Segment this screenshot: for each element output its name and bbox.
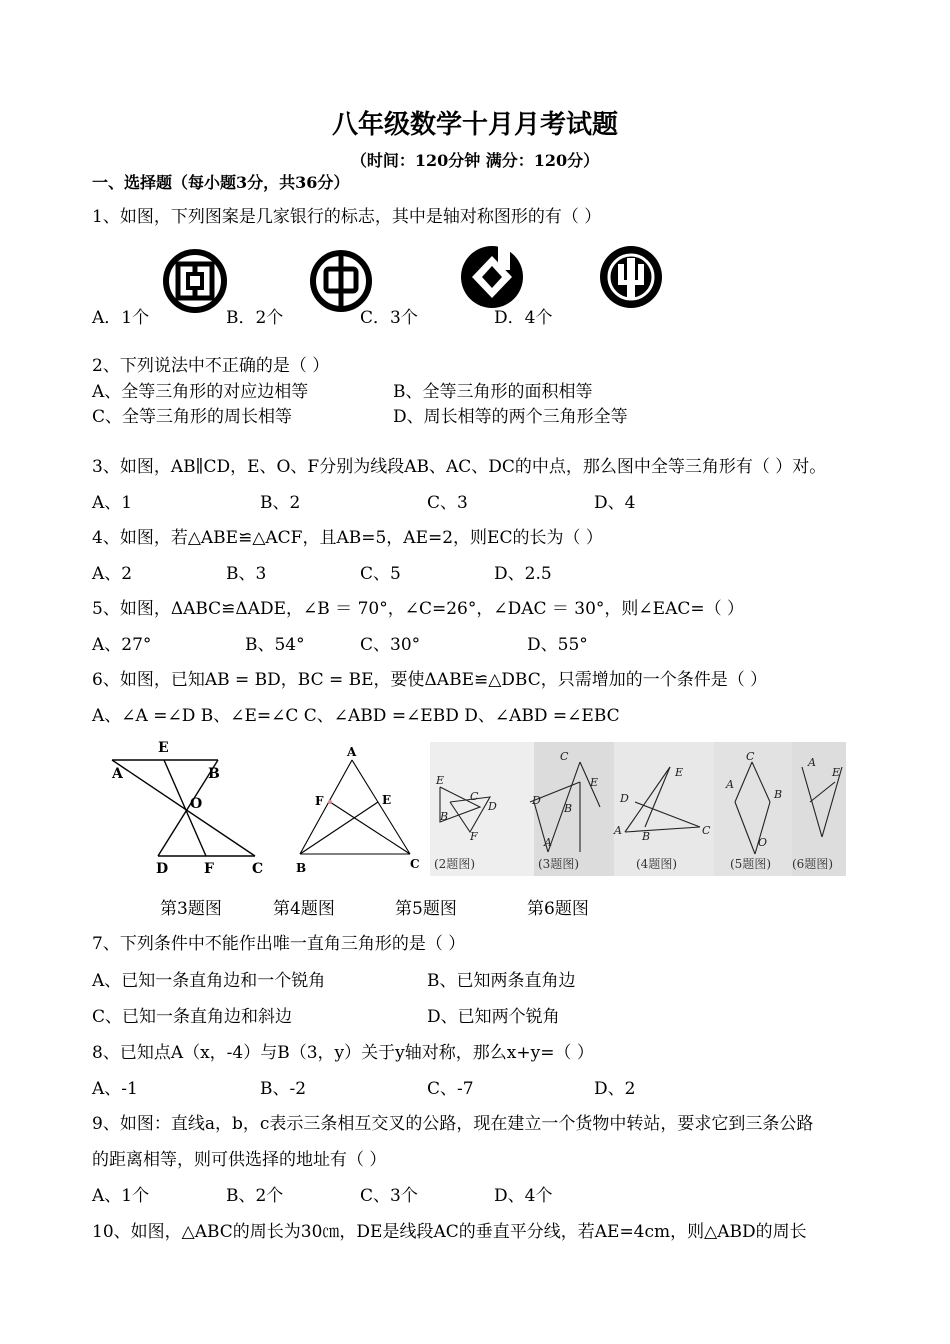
ccb-logo-icon (458, 244, 526, 310)
scan-p2-label-2: D (488, 800, 497, 813)
q1-option-c: C．3个 (360, 308, 418, 328)
q4-option-a: A、2 (92, 564, 133, 584)
q9-option-b: B、2个 (226, 1186, 284, 1206)
scan-p4-label-3: B (642, 830, 651, 843)
scan-p3-label-4: A (544, 836, 552, 849)
icbc-logo-icon (160, 248, 230, 314)
scan-p3-label-1: E (590, 776, 599, 789)
figure-3-diagram (100, 738, 280, 878)
fig4-label-c: C (410, 857, 420, 871)
q4-option-c: C、5 (360, 564, 401, 584)
fig3-label-b: B (208, 766, 220, 782)
question-3-stem: 3、如图，AB∥CD，E、O、F分别为线段AB、AC、DC的中点，那么图中全等三角形有（ ）对。 (92, 457, 827, 477)
scan-p3-label-3: B (564, 802, 573, 815)
abc-logo-icon (598, 244, 664, 310)
fig-caption-4: 第4题图 (273, 899, 335, 919)
q9-option-c: C、3个 (360, 1186, 418, 1206)
scan-caption-5: (5题图) (730, 857, 771, 871)
question-9-stem-line2: 的距离相等，则可供选择的地址有（ ） (92, 1150, 387, 1170)
q1-option-d: D．4个 (494, 308, 553, 328)
scan-p5-label-3: O (758, 836, 768, 849)
fig3-label-c: C (252, 861, 264, 877)
q7-option-b: B、已知两条直角边 (427, 971, 576, 991)
scan-caption-2: (2题图) (434, 857, 475, 871)
q4-option-d: D、2.5 (494, 564, 552, 584)
fig4-label-a: A (347, 745, 357, 759)
question-10-stem-line1: 10、如图，△ABC的周长为30㎝，DE是线段AC的垂直平分线，若AE=4cm，则△ABD的周长 (92, 1222, 807, 1242)
q8-option-b: B、-2 (260, 1079, 307, 1099)
q8-option-d: D、2 (594, 1079, 636, 1099)
figure-4-diagram (290, 742, 430, 878)
fig-caption-3: 第3题图 (160, 899, 222, 919)
scan-p5-label-0: C (746, 750, 755, 763)
q2-option-a: A、全等三角形的对应边相等 (92, 382, 309, 402)
fig3-label-e: E (158, 740, 169, 756)
fig3-label-d: D (156, 861, 169, 877)
fig-caption-6: 第6题图 (527, 899, 589, 919)
q9-option-a: A、1个 (92, 1186, 150, 1206)
question-2-stem: 2、下列说法中不正确的是（ ） (92, 356, 330, 376)
q7-option-a: A、已知一条直角边和一个锐角 (92, 971, 326, 991)
scan-p5-label-1: B (774, 788, 783, 801)
q6-options: A、∠A =∠D B、∠E=∠C C、∠ABD =∠EBD D、∠ABD =∠EBC (92, 706, 620, 726)
q2-option-b: B、全等三角形的面积相等 (393, 382, 593, 402)
fig3-label-o: O (190, 796, 203, 812)
scan-p2-label-4: F (470, 830, 478, 843)
question-5-stem: 5、如图，ΔABC≌ΔADE，∠B ＝ 70°，∠C=26°，∠DAC ＝ 30°，则∠EAC=（ ） (92, 599, 745, 619)
question-6-stem: 6、如图，已知AB = BD，BC = BE，要使ΔABE≌△DBC，只需增加的一个条件是（ ） (92, 670, 768, 690)
q3-option-a: A、1 (92, 493, 133, 513)
q4-option-b: B、3 (226, 564, 267, 584)
scan-p3-label-0: C (560, 750, 569, 763)
q8-option-c: C、-7 (427, 1079, 474, 1099)
boc-logo-icon (308, 245, 374, 315)
q1-option-a: A．1个 (92, 308, 150, 328)
q8-option-a: A、-1 (92, 1079, 138, 1099)
page-title: 八年级数学十月月考试题 (331, 110, 618, 140)
scan-p3-label-2: D (532, 794, 541, 807)
fig3-label-f: F (204, 861, 214, 877)
scan-p4-label-4: C (702, 824, 711, 837)
scan-caption-3: (3题图) (538, 857, 579, 871)
scan-p5-label-2: A (726, 778, 734, 791)
scan-p6-label-0: A (808, 756, 816, 769)
q5-option-a: A、27° (92, 635, 152, 655)
question-1-stem: 1、如图，下列图案是几家银行的标志，其中是轴对称图形的有（ ） (92, 207, 602, 227)
q2-option-d: D、周长相等的两个三角形全等 (393, 407, 628, 427)
scan-p6-label-1: E (832, 766, 841, 779)
exam-subtitle: （时间：120分钟 满分：120分） (350, 151, 600, 170)
q3-option-b: B、2 (260, 493, 301, 513)
question-4-stem: 4、如图，若△ABE≌△ACF，且AB=5，AE=2，则EC的长为（ ） (92, 528, 603, 548)
fig-caption-5: 第5题图 (395, 899, 457, 919)
scan-caption-6: (6题图) (792, 857, 833, 871)
q2-option-c: C、全等三角形的周长相等 (92, 407, 293, 427)
fig3-label-a: A (112, 766, 123, 782)
question-7-stem: 7、下列条件中不能作出唯一直角三角形的是（ ） (92, 934, 466, 954)
scan-p4-label-2: A (614, 824, 622, 837)
scan-p4-label-1: D (620, 792, 629, 805)
q5-option-d: D、55° (527, 635, 588, 655)
question-8-stem: 8、已知点A（x，-4）与B（3，y）关于y轴对称，那么x+y=（ ） (92, 1043, 594, 1063)
scan-p2-label-0: E (436, 774, 445, 787)
q3-option-d: D、4 (594, 493, 636, 513)
q9-option-d: D、4个 (494, 1186, 553, 1206)
scan-p2-label-3: B (440, 810, 449, 823)
q7-option-c: C、已知一条直角边和斜边 (92, 1007, 293, 1027)
fig4-label-b: B (296, 861, 307, 875)
q7-option-d: D、已知两个锐角 (427, 1007, 560, 1027)
q5-option-b: B、54° (245, 635, 305, 655)
fig4-label-e: E (382, 793, 392, 807)
scan-caption-4: (4题图) (636, 857, 677, 871)
fig4-label-f: F (315, 794, 324, 808)
q5-option-c: C、30° (360, 635, 421, 655)
question-9-stem-line1: 9、如图：直线a，b，c表示三条相互交叉的公路，现在建立一个货物中转站，要求它到三条公路 (92, 1114, 814, 1134)
section-heading: 一、选择题（每小题3分，共36分） (92, 173, 350, 192)
q1-option-b: B．2个 (226, 308, 284, 328)
scanned-figures-image (430, 742, 846, 876)
q3-option-c: C、3 (427, 493, 468, 513)
scan-p2-label-1: C (470, 790, 479, 803)
scan-p4-label-0: E (675, 766, 684, 779)
